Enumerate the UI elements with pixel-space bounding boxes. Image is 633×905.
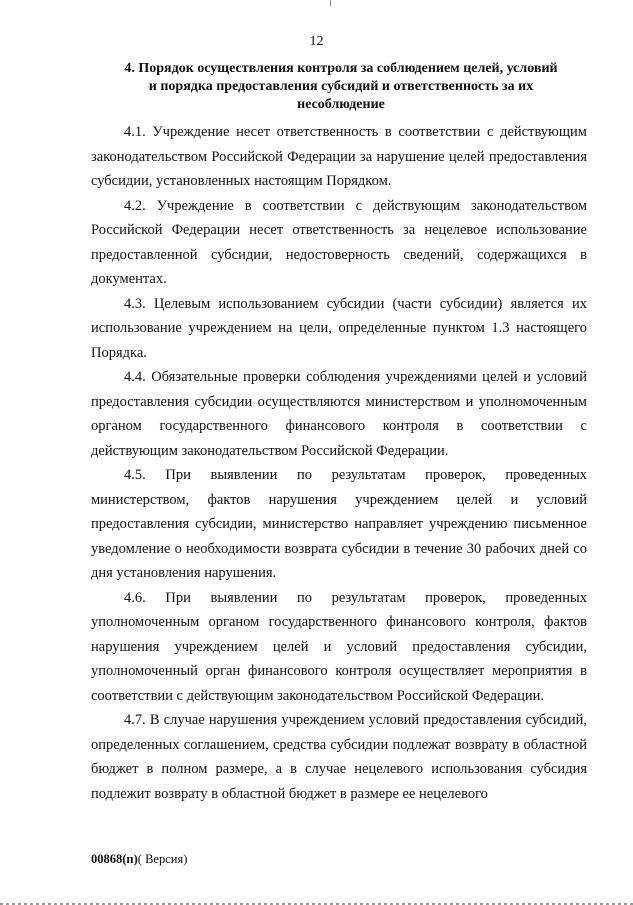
paragraph-4-5: 4.5. При выявлении по результатам проверок, проведенных министерством, фактов нарушения учреждением целей и условий предоставления субсидии, министерство направляет учреждению письменное уведомление о необходимости возврата субсидии в течение 30 рабочих дней со дня установления нарушения. [91,467,587,581]
document-code: 00868(п) [91,852,138,866]
document-footer-code [91,852,187,867]
paragraph-4-7: 4.7. В случае нарушения учреждением условий предоставления субсидий, определенных соглашением, средства субсидии подлежат возврату в областной бюджет в полном размере, а в случае нецелевого использования субсидия подлежит возврату в областной бюджет в размере ее нецелевого [91,712,587,802]
paragraph-4-1: 4.1. Учреждение несет ответственность в соответствии с действующим законодательством Российской Федерации за нарушение целей предоставления субсидии, установленных настоящим Порядком. [91,124,587,189]
section-heading-line-2: и порядка предоставления субсидий и ответственность за их несоблюдение [148,79,534,112]
section-heading [96,60,586,114]
paragraph-4-4: 4.4. Обязательные проверки соблюдения учреждениями целей и условий предоставления субсидии осуществляются министерством и уполномоченным органом государственного финансового контроля в соответствии с действующим законодательством Российской Федерации. [91,369,587,459]
paragraph-4-6: 4.6. При выявлении по результатам проверок, проведенных уполномоченным органом государственного финансового контроля, фактов нарушения учреждением целей и условий предоставления субсидии, уполномоченный орган финансового контроля осуществляет мероприятия в соответствии с действующим законодательством Российской Федерации. [91,589,587,704]
scan-mark [330,0,331,6]
section-heading-line-1: 4. Порядок осуществления контроля за соблюдением целей, условий [124,61,558,76]
paragraph-4-3: 4.3. Целевым использованием субсидии (части субсидии) является их использование учреждением на цели, определенные пунктом 1.3 настоящего Порядка. [91,295,587,361]
page-number: 12 [309,34,324,49]
document-body [91,120,587,806]
document-version: ( Версия) [137,852,188,866]
paragraph-4-2: 4.2. Учреждение в соответствии с действующим законодательством Российской Федерации несет ответственность за нецелевое использование предоставленной субсидии, недостоверность сведений, содержащихся в документах. [91,197,587,287]
